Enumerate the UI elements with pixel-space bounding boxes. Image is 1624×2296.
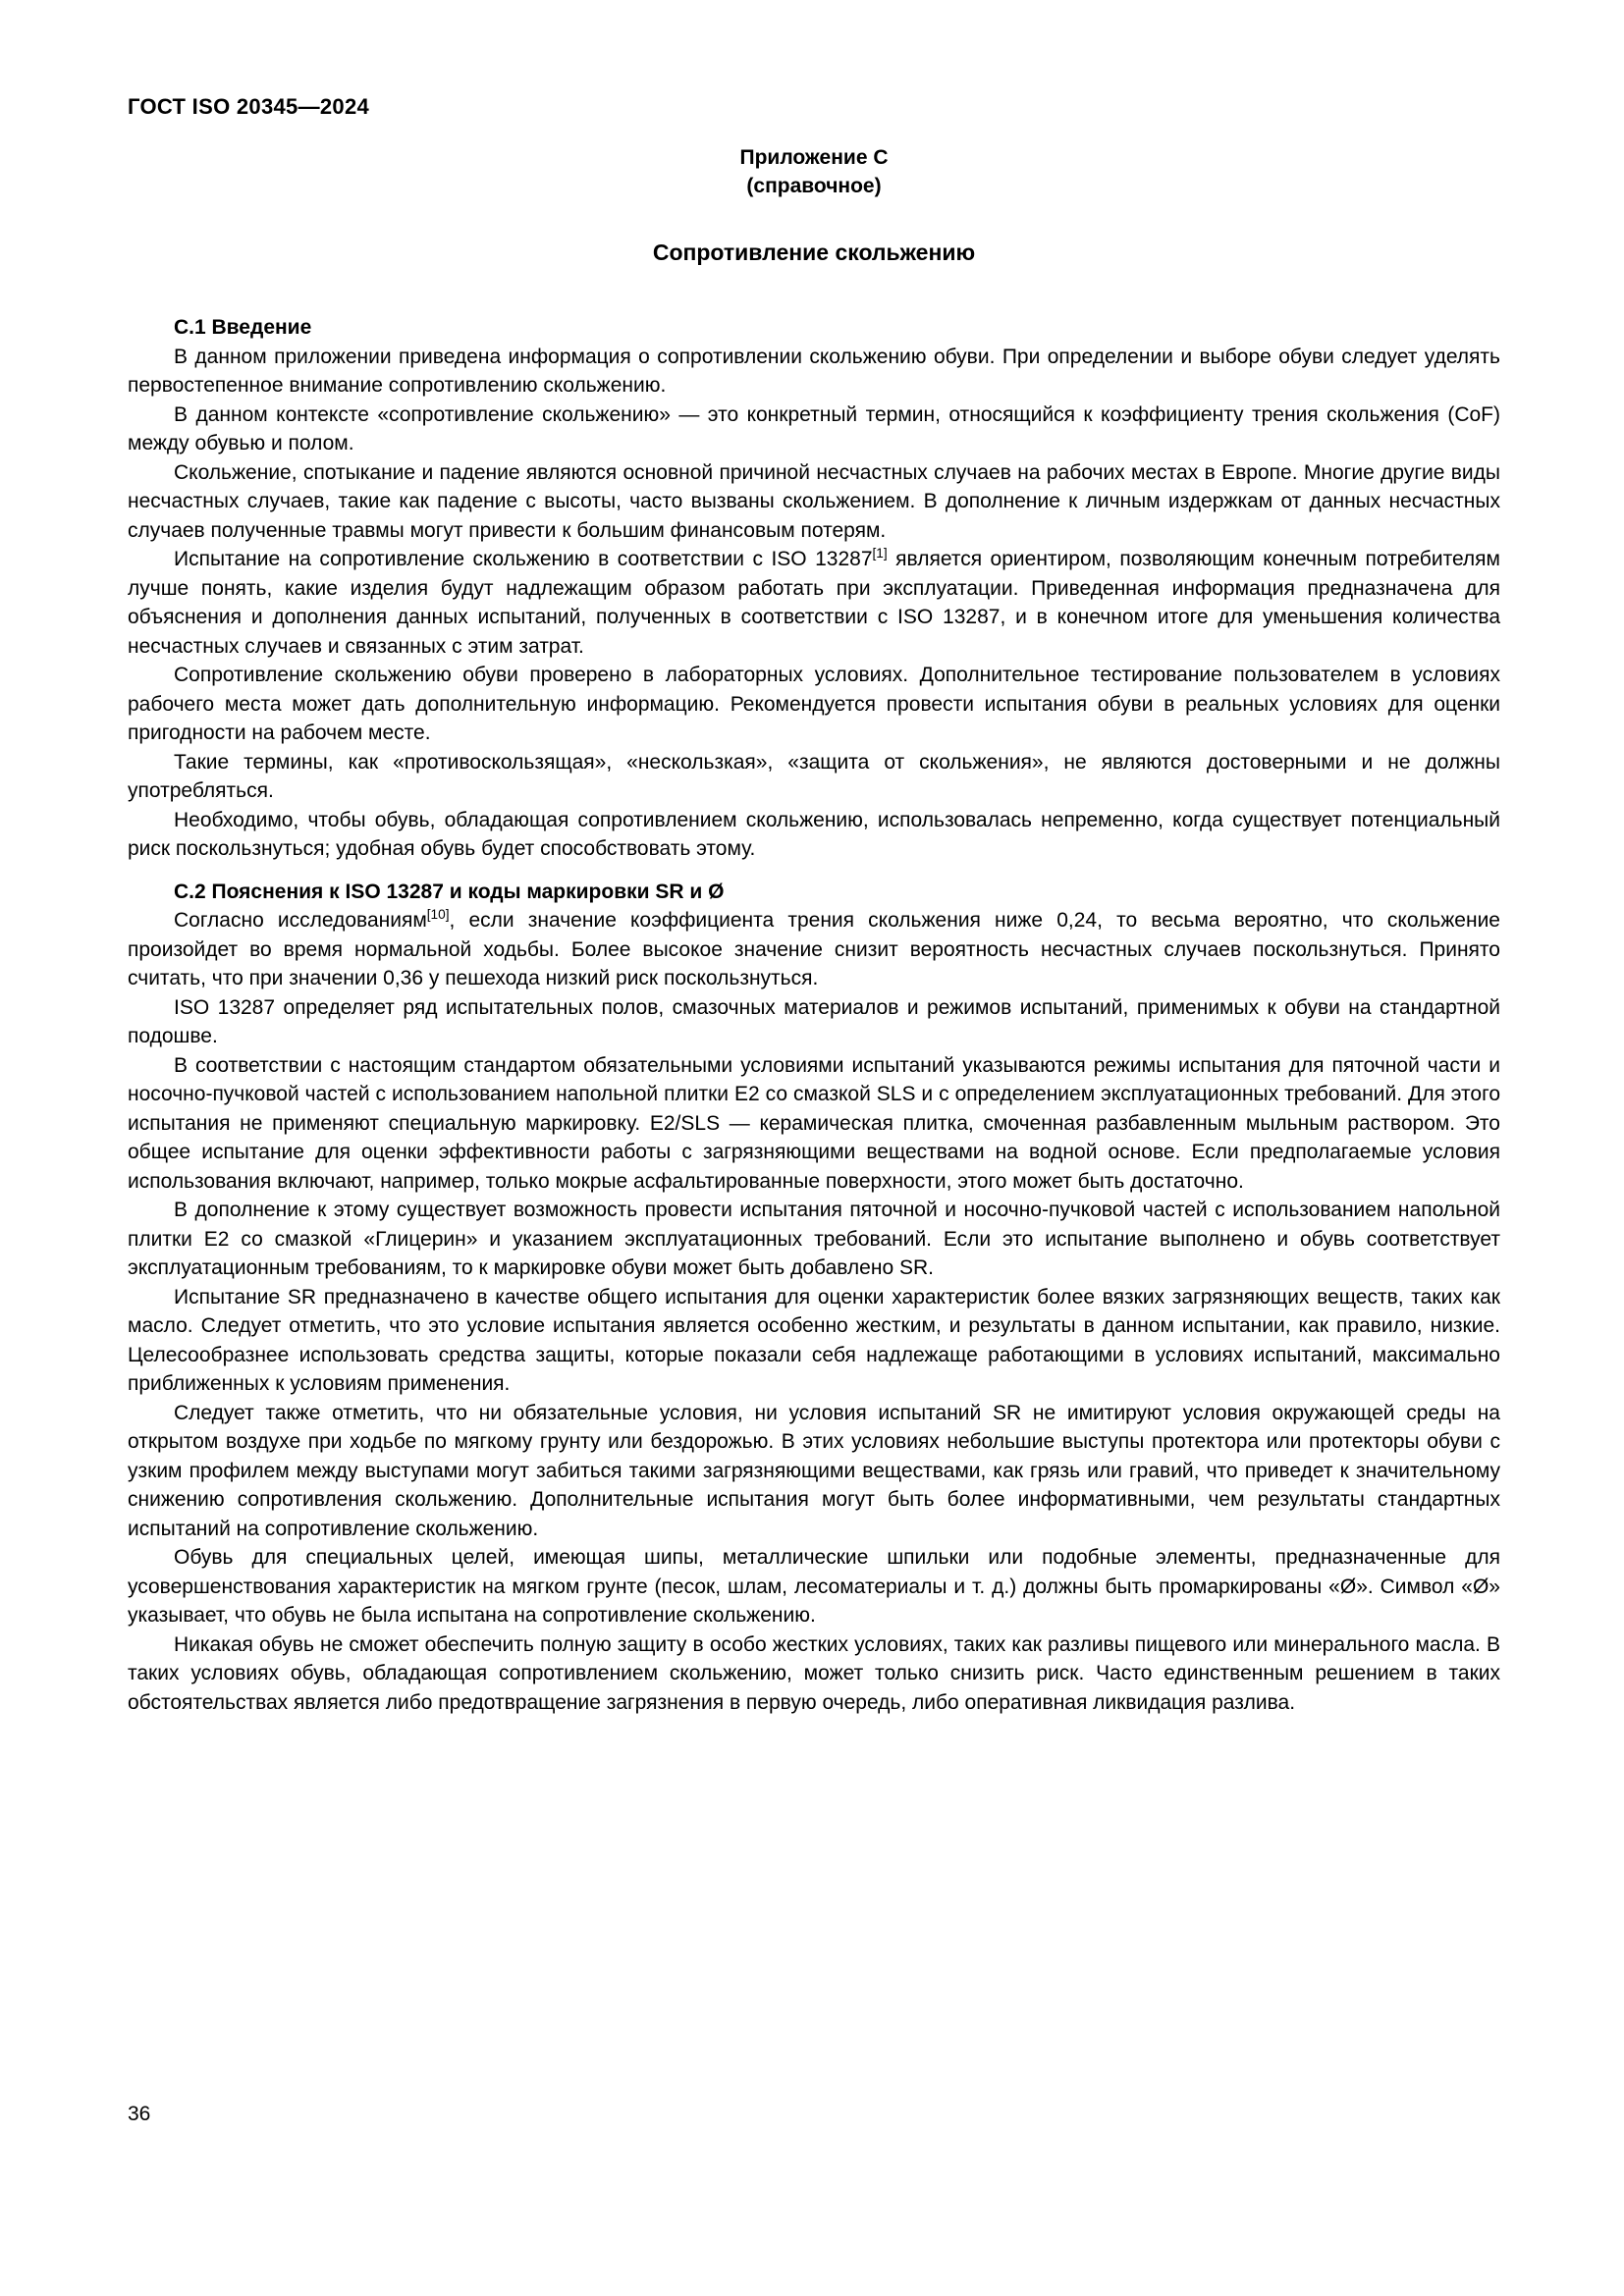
paragraph: В данном контексте «сопротивление скольжению» — это конкретный термин, относящийся к коэффициенту трения скольжения (CoF) между обувью и полом. <box>128 402 1500 454</box>
paragraph: Необходимо, чтобы обувь, обладающая сопротивлением скольжению, использовалась непременно, когда существует потенциальный риск поскользнуться; удобная обувь будет способствовать этому. <box>128 808 1500 860</box>
section-heading: С.1 Введение <box>174 316 312 339</box>
paragraph <box>128 906 1500 993</box>
document-body <box>128 313 1500 1717</box>
paragraph: В данном приложении приведена информация о сопротивлении скольжению обуви. При определении и выборе обуви следует уделять первостепенное внимание сопротивлению скольжению. <box>128 345 1500 397</box>
text-run: , если значение коэффициента трения скольжения ниже 0,24, то весьма вероятно, что скольжение произойдет во время нормальной ходьбы. Более высокое значение снизит вероятность несчастных случаев поскользнуться. Принято считать, что при значении 0,36 у пешехода низкий риск поскользнуться. <box>128 909 1500 989</box>
appendix-label <box>128 143 1500 200</box>
superscript-reference: [1] <box>872 546 888 561</box>
text-run: является ориентиром, позволяющим конечным потребителям лучше понять, какие изделия будут надлежащим образом работать при эксплуатации. Приведенная информация предназначена для объяснения и дополнения данных испытаний, полученных в соответствии с ISO 13287, и в конечном итоге для уменьшения количества несчастных случаев и связанных с этим затрат. <box>128 548 1500 658</box>
paragraph: Такие термины, как «противоскользящая», «нескользкая», «защита от скольжения», не являются достоверными и не должны употребляться. <box>128 750 1500 802</box>
document-header: ГОСТ ISO 20345—2024 <box>128 94 370 119</box>
paragraph: ISO 13287 определяет ряд испытательных полов, смазочных материалов и режимов испытаний, применимых к обуви на стандартной подошве. <box>128 995 1500 1047</box>
text-run: Согласно исследованиям <box>174 909 427 932</box>
superscript-reference: [10] <box>426 907 450 922</box>
paragraph: В дополнение к этому существует возможность провести испытания пяточной и носочно-пучковой частей с использованием напольной плитки Е2 со смазкой «Глицерин» и указанием эксплуатационных требований. Если это испытание выполнено и обувь соответствует эксплуатационным требованиям, то к маркировке обуви может быть добавлено SR. <box>128 1199 1500 1279</box>
paragraph: Следует также отметить, что ни обязательные условия, ни условия испытаний SR не имитируют условия окружающей среды на открытом воздухе при ходьбе по мягкому грунту или бездорожью. В этих условиях небольшие выступы протектора или протекторы обуви с узким профилем между выступами могут забиться такими загрязняющими веществами, как грязь или гравий, что приведет к значительному снижению сопротивления скольжению. Дополнительные испытания могут быть более информативными, чем результаты стандартных испытаний на сопротивление скольжению. <box>128 1401 1500 1540</box>
paragraph: Обувь для специальных целей, имеющая шипы, металлические шпильки или подобные элементы, предназначенные для усовершенствования характеристик на мягком грунте (песок, шлам, лесоматериалы и т. д.) должны быть промаркированы «Ø». Символ «Ø» указывает, что обувь не была испытана на сопротивление скольжению. <box>128 1546 1500 1627</box>
paragraph <box>128 545 1500 661</box>
paragraph: Испытание SR предназначено в качестве общего испытания для оценки характеристик более вязких загрязняющих веществ, таких как масло. Следует отметить, что это условие испытания является особенно жестким, и результаты в данном испытании, как правило, низкие. Целесообразнее использовать средства защиты, которые показали себя надлежаще работающими в условиях испытаний, максимально приближенных к условиям применения. <box>128 1285 1500 1395</box>
text-run: Испытание на сопротивление скольжению в соответствии с ISO 13287 <box>174 548 873 570</box>
paragraph: Сопротивление скольжению обуви проверено в лабораторных условиях. Дополнительное тестирование пользователем в условиях рабочего места может дать дополнительную информацию. Рекомендуется провести испытания обуви в реальных условиях для оценки пригодности на рабочем месте. <box>128 664 1500 744</box>
appendix-label-line1: Приложение С <box>739 146 889 169</box>
document-title: Сопротивление скольжению <box>652 240 976 265</box>
section-heading: С.2 Пояснения к ISO 13287 и коды маркировки SR и Ø <box>174 880 725 903</box>
appendix-label-line2: (справочное) <box>746 175 882 197</box>
paragraph: Скольжение, спотыкание и падение являются основной причиной несчастных случаев на рабочих местах в Европе. Многие другие виды несчастных случаев, такие как падение с высоты, часто вызваны скольжением. В дополнение к личным издержкам от данных несчастных случаев полученные травмы могут привести к большим финансовым потерям. <box>128 460 1500 542</box>
paragraph: В соответствии с настоящим стандартом обязательными условиями испытаний указываются режимы испытания для пяточной части и носочно-пучковой частей с использованием напольной плитки Е2 со смазкой SLS и с определением эксплуатационных требований. Для этого испытания не применяют специальную маркировку. E2/SLS — керамическая плитка, смоченная разбавленным мыльным раствором. Это общее испытание для оценки эффективности работы с загрязняющими веществами на водной основе. Если предполагаемые условия использования включают, например, только мокрые асфальтированные поверхности, этого может быть достаточно. <box>128 1053 1500 1193</box>
paragraph: Никакая обувь не сможет обеспечить полную защиту в особо жестких условиях, таких как разливы пищевого или минерального масла. В таких условиях обувь, обладающая сопротивлением скольжению, может только снизить риск. Часто единственным решением в таких обстоятельствах является либо предотвращение загрязнения в первую очередь, либо оперативная ликвидация разлива. <box>128 1632 1500 1714</box>
page-number: 36 <box>128 2103 151 2125</box>
